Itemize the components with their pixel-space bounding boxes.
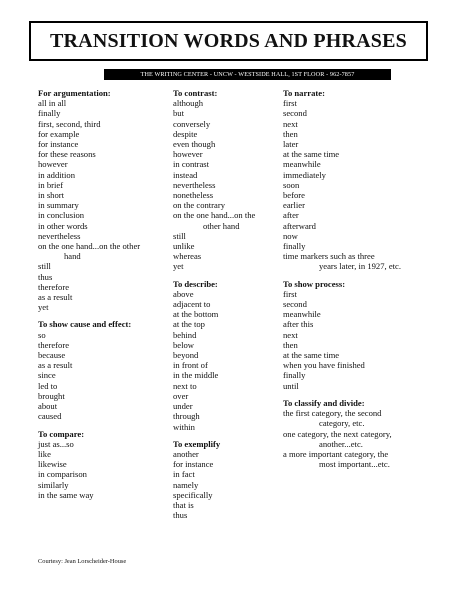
list-item: soon <box>283 179 300 190</box>
list-item: finally <box>38 108 61 119</box>
section <box>173 439 281 521</box>
list-item: a more important category, the <box>283 448 389 459</box>
section-heading: To show cause and effect: <box>38 319 132 330</box>
list-item: afterward <box>283 220 316 231</box>
section-heading: To show process: <box>283 278 346 289</box>
list-item: because <box>38 350 66 361</box>
list-item: the first category, the second <box>283 408 382 419</box>
list-item: for example <box>38 128 80 139</box>
list-item: on the one hand...on the <box>173 210 256 221</box>
list-item: adjacent to <box>173 299 211 310</box>
list-item: within <box>173 421 195 432</box>
list-item: even though <box>173 139 216 150</box>
list-item: like <box>38 448 51 459</box>
list-item: after this <box>283 319 314 330</box>
list-item: in the same way <box>38 489 94 500</box>
list-item: for instance <box>38 139 79 150</box>
list-item: now <box>283 230 298 241</box>
list-item: first <box>283 288 297 299</box>
list-item: until <box>283 380 299 391</box>
list-item: brought <box>38 390 65 401</box>
list-item: still <box>173 230 186 241</box>
list-item: in front of <box>173 360 208 371</box>
list-item: in addition <box>38 169 75 180</box>
list-item: all in all <box>38 98 67 109</box>
list-item: unlike <box>173 241 195 252</box>
contact-banner: THE WRITING CENTER - UNCW - WESTSIDE HALL, 1ST FLOOR - 962-7857 <box>104 69 391 80</box>
list-item: yet <box>173 261 184 272</box>
list-item: time markers such as three <box>283 251 375 262</box>
section-heading: For argumentation: <box>38 88 111 98</box>
list-item-continuation: hand <box>64 251 81 262</box>
section <box>38 429 164 500</box>
list-item: meanwhile <box>283 309 321 320</box>
list-item: through <box>173 411 200 422</box>
section <box>173 88 281 272</box>
section <box>38 319 164 421</box>
list-item: thus <box>38 271 53 282</box>
list-item: when you have finished <box>283 360 365 371</box>
list-item: first, second, third <box>38 118 101 129</box>
list-item: still <box>38 261 51 272</box>
list-item: on the contrary <box>173 200 226 211</box>
list-item: namely <box>173 479 199 490</box>
list-item: therefore <box>38 281 70 292</box>
footer-credit: Courtesy: Jean Lorscheider-House <box>38 558 127 565</box>
list-item-continuation: most important...etc. <box>319 459 390 470</box>
list-item: nevertheless <box>173 179 216 190</box>
list-item: for these reasons <box>38 149 96 160</box>
list-item: finally <box>283 370 306 381</box>
list-item-continuation: years later, in 1927, etc. <box>319 261 401 272</box>
list-item: on the one hand...on the other <box>38 241 141 252</box>
column-1 <box>38 88 164 500</box>
title-box <box>29 21 428 61</box>
list-item: first <box>283 98 297 109</box>
list-item: in brief <box>38 179 64 190</box>
list-item: nevertheless <box>38 230 81 241</box>
list-item: at the bottom <box>173 309 219 320</box>
list-item: but <box>173 108 184 119</box>
list-item: below <box>173 339 195 350</box>
list-item: however <box>173 149 203 160</box>
section-heading: To exemplify <box>173 438 221 449</box>
list-item: at the same time <box>283 350 340 361</box>
list-item: at the top <box>173 319 205 330</box>
list-item: instead <box>173 169 198 180</box>
section <box>283 398 433 469</box>
list-item: at the same time <box>283 149 340 160</box>
list-item: likewise <box>38 459 67 470</box>
list-item: just as...so <box>38 438 74 449</box>
page-title: TRANSITION WORDS AND PHRASES <box>50 29 407 52</box>
list-item: thus <box>173 510 188 521</box>
section-heading: To compare: <box>38 428 85 439</box>
list-item: specifically <box>173 489 213 500</box>
list-item: despite <box>173 128 198 139</box>
list-item: later <box>283 139 299 150</box>
section <box>283 279 433 391</box>
section-heading: To narrate: <box>283 88 325 98</box>
list-item: one category, the next category, <box>283 428 392 439</box>
list-item: next <box>283 118 298 129</box>
list-item: under <box>173 401 193 412</box>
list-item: behind <box>173 329 197 340</box>
list-item: beyond <box>173 350 199 361</box>
section <box>173 279 281 432</box>
section-heading: To contrast: <box>173 88 218 98</box>
list-item: second <box>283 108 307 119</box>
list-item: in other words <box>38 220 88 231</box>
section-heading: To classify and divide: <box>283 397 365 408</box>
list-item: second <box>283 299 307 310</box>
list-item: earlier <box>283 200 305 211</box>
list-item: as a result <box>38 292 73 303</box>
list-item: since <box>38 370 56 381</box>
list-item-continuation: category, etc. <box>319 418 365 429</box>
list-item: similarly <box>38 479 69 490</box>
list-item: so <box>38 329 46 340</box>
list-item: yet <box>38 302 49 313</box>
column-3 <box>283 88 433 469</box>
section-heading: To describe: <box>173 278 218 289</box>
list-item: before <box>283 190 305 201</box>
list-item: led to <box>38 380 58 391</box>
section <box>38 88 164 312</box>
list-item: in summary <box>38 200 79 211</box>
list-item: as a result <box>38 360 73 371</box>
list-item: in short <box>38 190 65 201</box>
list-item: above <box>173 288 194 299</box>
list-item: after <box>283 210 299 221</box>
list-item: in the middle <box>173 370 219 381</box>
list-item: in fact <box>173 469 195 480</box>
list-item: however <box>38 159 68 170</box>
list-item: therefore <box>38 339 70 350</box>
list-item: immediately <box>283 169 326 180</box>
list-item: then <box>283 339 298 350</box>
list-item: that is <box>173 499 194 510</box>
list-item: in comparison <box>38 469 87 480</box>
list-item-continuation: other hand <box>203 220 240 231</box>
list-item: finally <box>283 241 306 252</box>
list-item: about <box>38 401 58 412</box>
list-item: caused <box>38 411 62 422</box>
list-item: meanwhile <box>283 159 321 170</box>
list-item: although <box>173 98 204 109</box>
list-item: over <box>173 390 189 401</box>
list-item-continuation: another...etc. <box>319 438 363 449</box>
list-item: then <box>283 128 298 139</box>
column-2 <box>173 88 281 520</box>
list-item: another <box>173 448 199 459</box>
list-item: nonetheless <box>173 190 214 201</box>
list-item: in conclusion <box>38 210 85 221</box>
list-item: next <box>283 329 298 340</box>
list-item: next to <box>173 380 197 391</box>
section <box>283 88 433 272</box>
list-item: in contrast <box>173 159 210 170</box>
list-item: for instance <box>173 459 214 470</box>
list-item: conversely <box>173 118 211 129</box>
list-item: whereas <box>173 251 202 262</box>
